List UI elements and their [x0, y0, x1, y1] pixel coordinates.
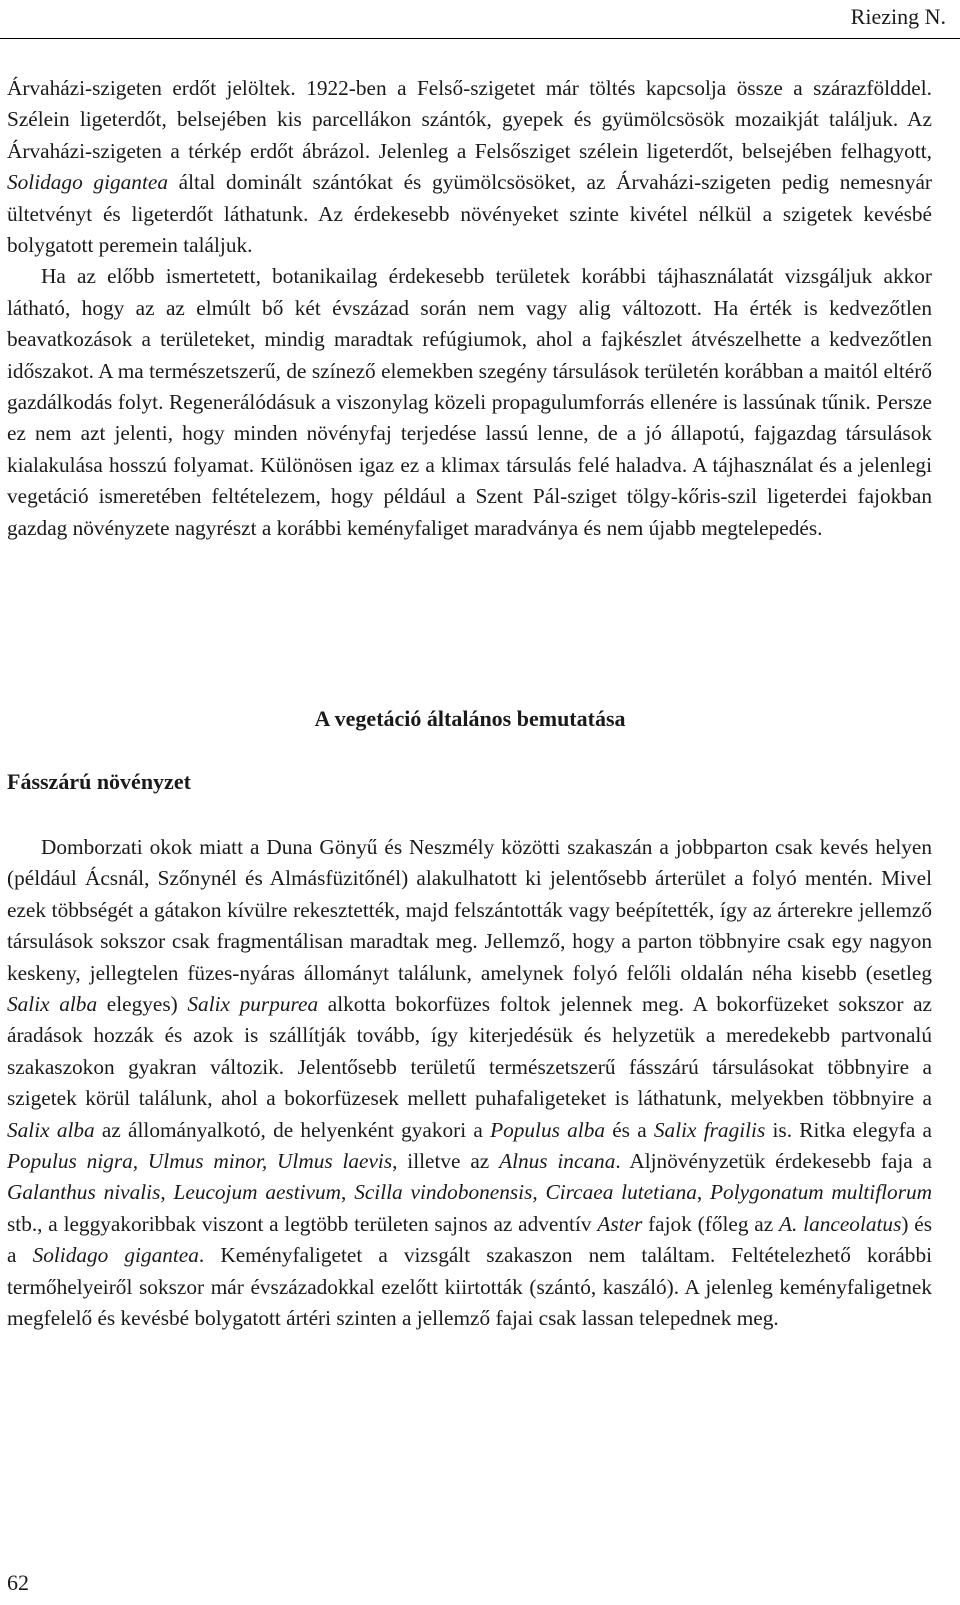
p3-species: Aster: [597, 1211, 643, 1236]
paragraph-1-text-end: által dominált szántókat és gyümölcsösöket, az Árvaházi-szigeten pedig nemesnyár ültetvényt és ligeterdőt láthatunk. Az érdekesebb növényeket szinte kivétel nélkül a szigetek kevésbé bolygatott peremein találjuk.: [7, 170, 933, 258]
p3-text: alkotta bokorfüzes foltok jelennek meg. A bokorfüzeket sokszor az áradások hozzák és azok is szállítják tovább, így kiterjedésük és helyzetük a meredekebb partvonalú szakaszokon gyakran változik. Jelentősebb területű természetszerű fásszárú társulásokat többnyire a szigetek körül találunk, ahol a bokorfüzesek mellett puhafaligeteket is láthatunk, melyekben többnyire a: [7, 992, 932, 1111]
p3-species: Salix alba: [7, 1117, 95, 1142]
p3-text: stb., a leggyakoribbak viszont a legtöbb területen sajnos az adventív: [7, 1211, 598, 1236]
p3-species: Populus nigra, Ulmus minor, Ulmus laevis: [7, 1149, 393, 1174]
p3-text: ) és a: [7, 1211, 932, 1268]
p3-species: Populus alba: [490, 1117, 605, 1142]
p3-text: . Aljnövényzetük érdekesebb faja a: [615, 1149, 932, 1174]
p3-text: az állományalkotó, de helyenként gyakori a: [94, 1117, 491, 1142]
p3-species: A. lanceolatus: [779, 1211, 902, 1236]
p3-text: Domborzati okok miatt a Duna Gönyű és Neszmély közötti szakaszán a jobbparton csak kevés helyen (például Ácsnál, Szőnynél és Almásfüzitőnél) alakulhatott ki jelentősebb árterület a folyó mentén. Mivel ezek többségét a gátakon kívülre rekesztették, majd felszántották vagy beépítették, így az árterekre jellemző társulások sokszor csak fragmentálisan maradtak meg. Jellemző, hogy a parton többnyire csak egy nagyon keskeny, jellegtelen füzes-nyáras állományt találunk, amelynek folyó felőli oldalán néha kisebb (esetleg: [7, 835, 932, 985]
paragraph-2: Ha az előbb ismertetett, botanikailag érdekesebb területek korábbi tájhasználatát vizsgáljuk akkor látható, hogy az az elmúlt bő két évszázad során nem vagy alig változott. Ha érték is kedvezőtlen beavatkozások a területeket, mindig maradtak refúgiumok, ahol a fajkészlet átvészelhette a kedvezőtlen időszakot. A ma természetszerű, de színező elemekben szegény társulások területén korábban a maitól eltérő gazdálkodás folyt. Regenerálódásuk a viszonylag közeli propagulumforrás ellenére is lassúnak tűnik. Persze ez nem azt jelenti, hogy minden növényfaj terjedése lassú lenne, de a jó állapotú, fajgazdag társulások kialakulása hosszú folyamat. Különösen igaz ez a klimax társulás felé haladva. A tájhasználat és a jelenlegi vegetáció ismeretében feltételezem, hogy például a Szent Pál-sziget tölgy-kőris-szil ligeterdei fajokban gazdag növényzete nagyrészt a korábbi keményfaliget maradványa és nem újabb megtelepedés.: [7, 264, 932, 540]
p3-species: Circaea lutetiana: [545, 1180, 697, 1205]
body-text-top: [7, 73, 932, 544]
subsection-title: Fásszárú növényzet: [7, 769, 191, 794]
header-rule: [0, 38, 960, 39]
paragraph-3: [7, 832, 932, 1335]
p3-text: , illetve az: [392, 1149, 500, 1174]
p3-text: fajok (főleg az: [642, 1211, 780, 1236]
p3-species: Alnus incana: [499, 1149, 616, 1174]
p3-species: Galanthus nivalis: [7, 1180, 161, 1205]
running-header: [0, 0, 960, 40]
p3-species: Solidago gigantea: [32, 1243, 199, 1268]
p3-species: Salix fragilis: [653, 1117, 766, 1142]
p3-text: ,: [341, 1180, 355, 1205]
paragraph-1-text: Árvaházi-szigeten erdőt jelöltek. 1922-ben a Felső-szigetet már töltés kapcsolja össze a szárazfölddel. Szélein ligeterdőt, belsejében kis parcellákon szántók, gyepek és gyümölcsösök mozaikját találjuk. Az Árvaházi-szigeten a térkép erdőt ábrázol. Jelenleg a Felsősziget szélein ligeterdőt, belsejében felhagyott,: [7, 76, 932, 163]
paragraph-1: [7, 73, 932, 261]
p3-species: Salix alba: [7, 992, 98, 1017]
p3-species: Leucojum aestivum: [173, 1180, 342, 1205]
p3-text: ,: [160, 1180, 174, 1205]
p3-text: is. Ritka elegyfa a: [765, 1117, 932, 1142]
p3-species: Salix purpurea: [187, 992, 319, 1017]
p3-text: és a: [605, 1117, 654, 1142]
page-number: 62: [7, 1570, 29, 1595]
p3-text: . Keményfaligetet a vizsgált szakaszon nem találtam. Feltételezhető korábbi termőhelyeiről sokszor már évszázadokkal ezelőtt kiirtották (szántó, kaszáló). A jelenleg keményfaligetnek megfelelő és kevésbé bolygatott ártéri szinten a jellemző fajai csak lassan telepednek meg.: [7, 1243, 933, 1331]
p3-text: ,: [532, 1180, 546, 1205]
p3-text: elegyes): [97, 992, 188, 1017]
p3-species: Scilla vindobonensis: [354, 1180, 533, 1205]
p3-text: ,: [696, 1180, 711, 1205]
body-text-bottom: [7, 832, 932, 1335]
paragraph-1-species: Solidago gigantea: [7, 170, 168, 195]
p3-species: Polygonatum multiflorum: [710, 1180, 933, 1205]
section-title: A vegetáció általános bemutatása: [314, 706, 626, 731]
header-author: Riezing N.: [850, 4, 946, 29]
